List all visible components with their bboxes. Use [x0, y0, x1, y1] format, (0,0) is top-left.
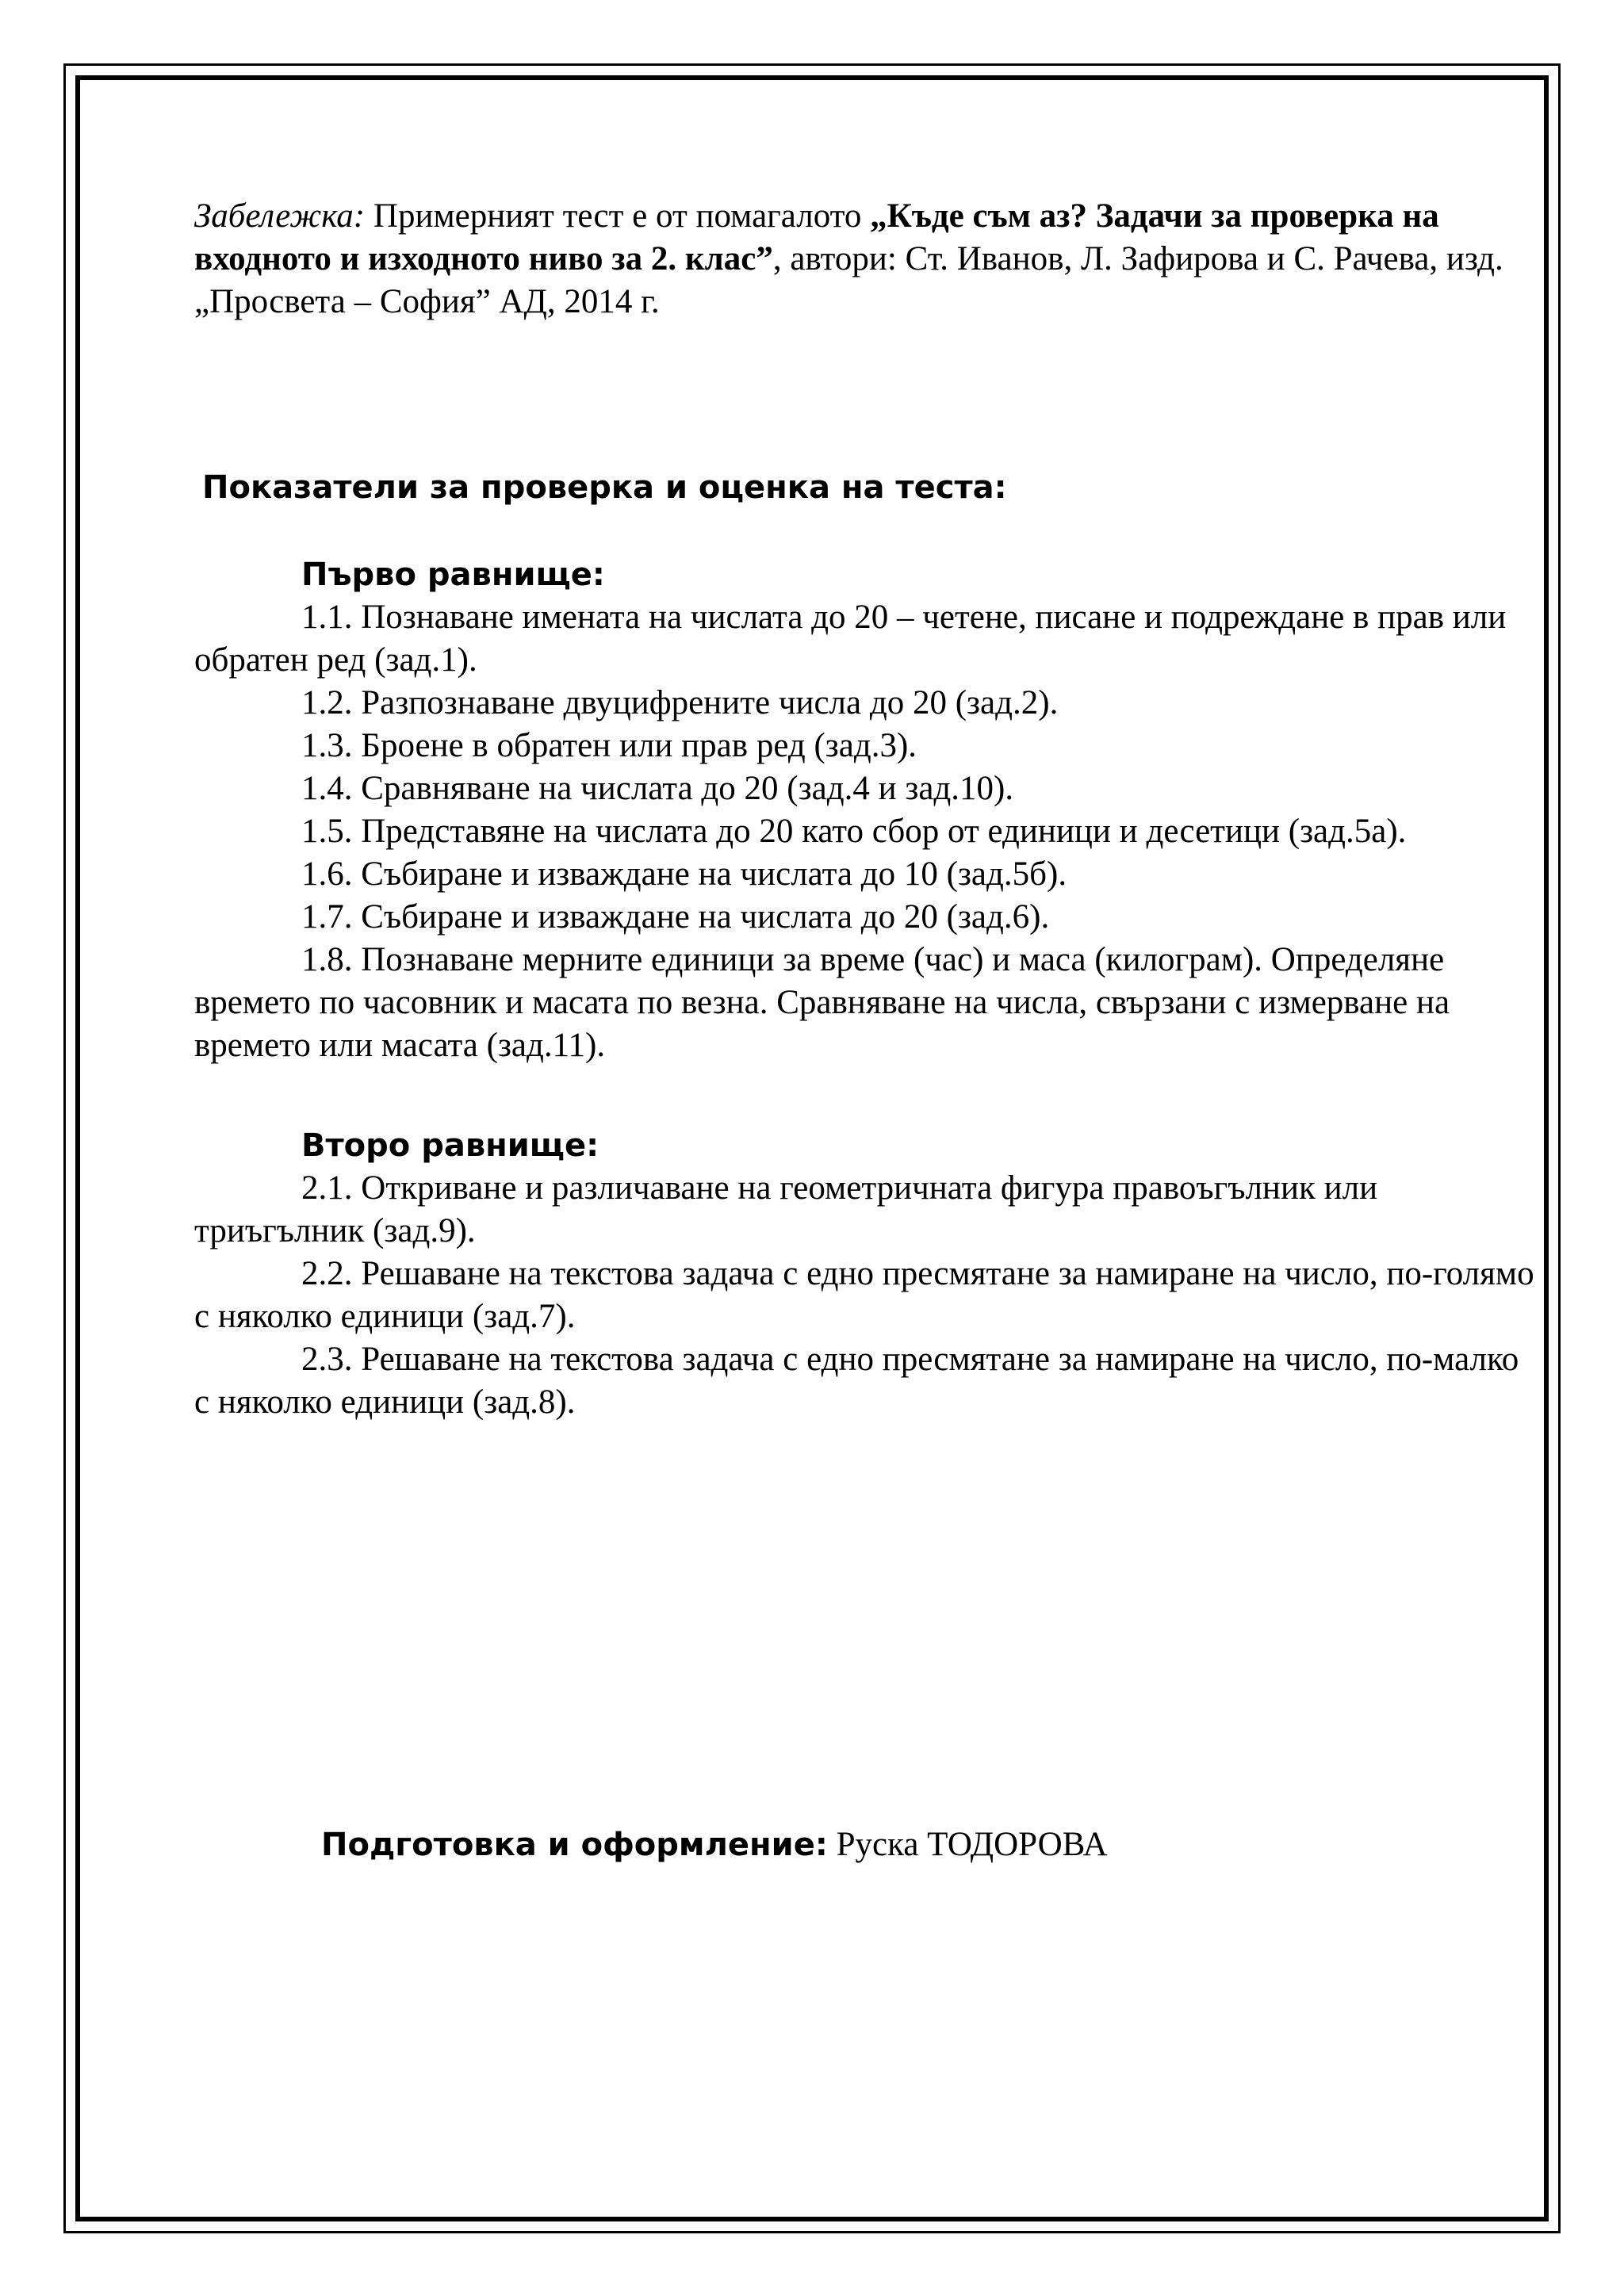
level-two-list [194, 1167, 1534, 1424]
level-one-title: Първо равнище: [301, 557, 605, 593]
book-title: „Къде съм аз? Задачи за проверка на входното и изходното ниво за 2. клас” [194, 197, 1439, 277]
page-heading: Показатели за проверка и оценка на теста: [202, 469, 1007, 506]
level-two-title: Второ равнище: [301, 1127, 599, 1164]
note-label: Забележка: [194, 197, 366, 235]
criterion-1-8: 1.8. Познаване мерните единици за време (час) и маса (килограм). Определяне времето по часовник и масата по везна. Сравняване на числа, свързани с измерване на времето или масата (зад.11). [194, 941, 1450, 1064]
criterion-1-3: 1.3. Броене в обратен или прав ред (зад.3). [301, 727, 917, 764]
criterion-2-2: 2.2. Решаване на текстова задача с едно пресмятане за намиране на число, по-голямо с няколко единици (зад.7). [194, 1255, 1534, 1335]
criterion-1-7: 1.7. Събиране и изваждане на числата до 20 (зад.6). [301, 898, 1050, 936]
note-text-before: Примерният тест е от помагалото [365, 197, 871, 235]
criterion-1-1: 1.1. Познаване имената на числата до 20 – четене, писане и подреждане в прав или обратен ред (зад.1). [194, 599, 1507, 679]
source-note [194, 195, 1558, 323]
credits [321, 1823, 1108, 1866]
criterion-1-4: 1.4. Сравняване на числата до 20 (зад.4 и зад.10). [301, 770, 1014, 807]
criterion-2-3: 2.3. Решаване на текстова задача с едно пресмятане за намиране на число, по-малко с няколко единици (зад.8). [194, 1341, 1519, 1421]
credits-author: Руска ТОДОРОВА [827, 1826, 1108, 1863]
credits-label: Подготовка и оформление: [321, 1827, 828, 1863]
criterion-1-2: 1.2. Разпознаване двуцифрените числа до 20 (зад.2). [301, 684, 1059, 721]
criterion-2-1: 2.1. Откриване и различаване на геометричната фигура правоъгълник или триъгълник (зад.9). [194, 1169, 1378, 1249]
note-text-after: , автори: Ст. Иванов, Л. Зафирова и С. Рачева, изд. „Просвета – София” АД, 2014 г. [194, 240, 1503, 320]
criterion-1-6: 1.6. Събиране и изваждане на числата до 10 (зад.5б). [301, 855, 1067, 893]
page-border-inner [75, 75, 1549, 2221]
level-one-list [194, 596, 1534, 1067]
criterion-1-5: 1.5. Представяне на числата до 20 като сбор от единици и десетици (зад.5а). [301, 813, 1407, 850]
